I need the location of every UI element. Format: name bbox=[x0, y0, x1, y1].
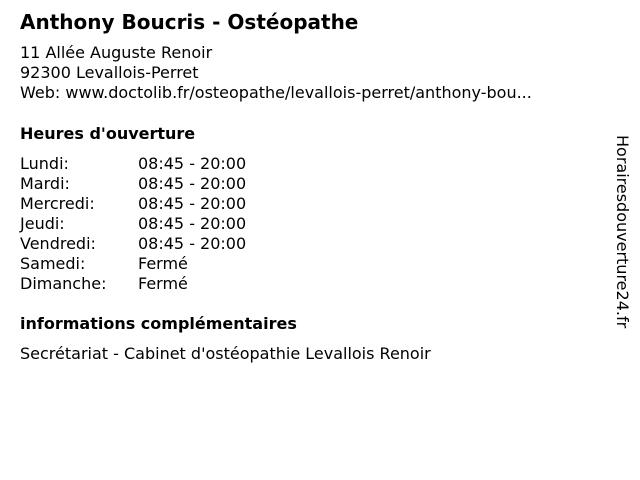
additional-info-text: Secrétariat - Cabinet d'ostéopathie Levallois Renoir bbox=[20, 344, 431, 363]
website-line: Web: www.doctolib.fr/osteopathe/levallois-perret/anthony-bou... bbox=[20, 83, 532, 102]
additional-info-heading: informations complémentaires bbox=[20, 314, 297, 333]
hours-value: 08:45 - 20:00 bbox=[138, 154, 247, 173]
address-city: 92300 Levallois-Perret bbox=[20, 63, 199, 82]
hours-value: 08:45 - 20:00 bbox=[138, 174, 247, 193]
address-street: 11 Allée Auguste Renoir bbox=[20, 43, 213, 62]
day-label: Vendredi: bbox=[20, 234, 96, 253]
day-label: Dimanche: bbox=[20, 274, 107, 293]
address-block bbox=[20, 43, 532, 103]
day-label: Samedi: bbox=[20, 254, 86, 273]
business-title: Anthony Boucris - Ostéopathe bbox=[20, 10, 359, 34]
hours-value: Fermé bbox=[138, 274, 188, 293]
hours-value: Fermé bbox=[138, 254, 188, 273]
hours-value: 08:45 - 20:00 bbox=[138, 234, 247, 253]
watermark-text: Horairesdouverture24.fr bbox=[613, 135, 632, 329]
site-watermark bbox=[610, 135, 634, 345]
day-label: Mardi: bbox=[20, 174, 70, 193]
hours-value: 08:45 - 20:00 bbox=[138, 214, 247, 233]
day-label: Lundi: bbox=[20, 154, 69, 173]
day-label: Mercredi: bbox=[20, 194, 95, 213]
day-label: Jeudi: bbox=[20, 214, 65, 233]
hours-value: 08:45 - 20:00 bbox=[138, 194, 247, 213]
opening-hours-heading: Heures d'ouverture bbox=[20, 124, 196, 143]
